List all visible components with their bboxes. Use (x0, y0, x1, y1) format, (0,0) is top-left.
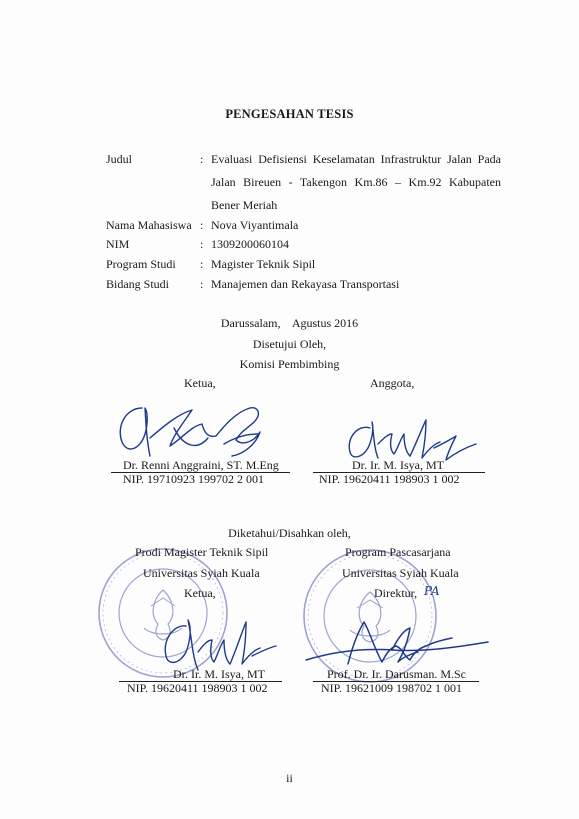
field-label-prodi: Program Studi (106, 257, 176, 271)
right-block-line1: Program Pascasarjana (345, 545, 451, 559)
right-block-nip: NIP. 19621009 198702 1 001 (321, 681, 463, 695)
anggota-nip: NIP. 19620411 198903 1 002 (319, 472, 460, 486)
left-block-nip: NIP. 19620411 198903 1 002 (127, 681, 268, 695)
director-initials: PA (424, 584, 440, 598)
field-sep-bidang: : (200, 277, 204, 291)
field-value-nim: 1309200060104 (211, 237, 289, 251)
ketua-nip: NIP. 19710923 199702 2 001 (123, 472, 265, 486)
left-block-line2: Universitas Syiah Kuala (143, 566, 260, 580)
anggota-name: Dr. Ir. M. Isya, MT (352, 458, 444, 472)
field-value-judul-line1: Evaluasi Defisiensi Keselamatan Infrastruktur Jalan Pada (211, 152, 501, 166)
field-sep-judul: : (200, 152, 204, 166)
field-value-judul-line2: Jalan Bireuen - Takengon Km.86 – Km.92 Kabupaten (211, 175, 501, 189)
field-sep-nim: : (200, 237, 204, 251)
field-value-bidang: Manajemen dan Rekayasa Transportasi (211, 277, 400, 291)
field-label-nim: NIM (106, 237, 130, 251)
field-sep-nama: : (200, 218, 204, 232)
committee-label: Komisi Pembimbing (239, 357, 340, 371)
signature-ketua (112, 398, 272, 464)
left-block-name: Dr. Ir. M. Isya, MT (173, 667, 265, 681)
page-number: ii (286, 771, 293, 785)
field-value-nama: Nova Viyantimala (211, 218, 299, 232)
field-label-nama: Nama Mahasiswa (106, 218, 192, 232)
known-by: Diketahui/Disahkan oleh, (228, 526, 351, 540)
right-block-role: Direktur, (374, 586, 418, 600)
field-value-prodi: Magister Teknik Sipil (211, 257, 316, 271)
anggota-label: Anggota, (370, 376, 415, 390)
field-label-judul: Judul (106, 152, 133, 166)
place-date: Darussalam, Agustus 2016 (220, 316, 359, 330)
left-block-line1: Prodi Magister Teknik Sipil (135, 545, 269, 559)
ketua-name: Dr. Renni Anggraini, ST. M.Eng (123, 458, 279, 472)
left-block-role: Ketua, (184, 586, 216, 600)
field-label-bidang: Bidang Studi (106, 277, 170, 291)
right-block-name: Prof. Dr. Ir. Darusman. M.Sc (327, 667, 466, 681)
field-sep-prodi: : (200, 257, 204, 271)
field-value-judul-line3: Bener Meriah (211, 198, 278, 212)
ketua-label: Ketua, (184, 376, 216, 390)
signature-anggota (338, 414, 478, 464)
right-block-line2: Universitas Syiah Kuala (342, 566, 459, 580)
document-title: PENGESAHAN TESIS (225, 107, 354, 121)
approved-by: Disetujui Oleh, (252, 337, 327, 351)
